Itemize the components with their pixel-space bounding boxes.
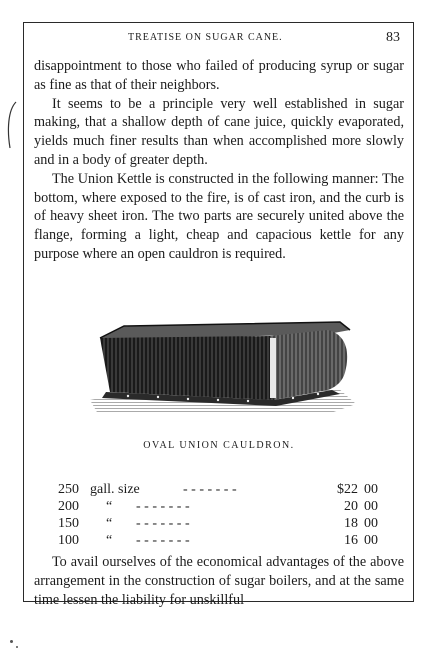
body-text-bottom: [34, 553, 404, 609]
price-row-leaders: - - - - - - -: [136, 499, 190, 514]
print-speck: [10, 640, 13, 643]
price-row-size: 200: [58, 499, 79, 514]
price-row-cents: 00: [364, 516, 378, 531]
price-row: [58, 499, 388, 516]
price-row-unit: “: [106, 516, 113, 531]
price-row-leaders: - - - - - - -: [136, 516, 190, 531]
price-row-unit: gall. size: [90, 482, 140, 497]
price-row-size: 150: [58, 516, 79, 531]
price-row-dollars: 16: [344, 533, 358, 548]
print-speck: [16, 646, 18, 648]
cauldron-illustration: [88, 308, 358, 418]
running-title: TREATISE ON SUGAR CANE.: [128, 32, 283, 43]
paragraph-continuation: disappointment to those who failed of producing syrup or sugar as fine as that of their neighbors.: [34, 58, 404, 93]
paragraph-union-kettle: The Union Kettle is constructed in the following manner: The bottom, where exposed to the fire, is of cast iron, and the curb is of heavy sheet iron. The two parts are securely united above the flange, forming a light, cheap and capacious kettle for any purpose where an open cauldron is required.: [34, 170, 404, 262]
price-row: [58, 516, 388, 533]
figure-caption: OVAL UNION CAULDRON.: [143, 440, 295, 451]
price-row-unit: “: [106, 499, 113, 514]
price-list: [58, 482, 388, 550]
paragraph-shallow-depth: It seems to be a principle very well established in sugar making, that a shallow depth of cane juice, quickly evaporated, yields much finer results than when accomplished more slowly and in a body of greater depth.: [34, 95, 404, 168]
price-row-unit: “: [106, 533, 113, 548]
body-text-top: [34, 57, 404, 264]
price-row-dollars: 18: [344, 516, 358, 531]
price-row-dollars: $22: [337, 482, 358, 497]
paragraph-economical-advantages: To avail ourselves of the economical advantages of the above arrangement in the construction of sugar boilers, and at the same time lessen the liability for unskillful: [34, 554, 404, 608]
price-row-size: 250: [58, 482, 79, 497]
price-row-cents: 00: [364, 499, 378, 514]
price-row-cents: 00: [364, 482, 378, 497]
price-row-leaders: - - - - - - -: [136, 533, 190, 548]
price-row-dollars: 20: [344, 499, 358, 514]
running-head: [0, 32, 438, 48]
price-row-leaders: - - - - - - -: [183, 482, 237, 497]
margin-bracket-mark: [4, 100, 18, 150]
price-row: [58, 533, 388, 550]
price-row: [58, 482, 388, 499]
price-row-size: 100: [58, 533, 79, 548]
price-row-cents: 00: [364, 533, 378, 548]
page-number: 83: [386, 30, 400, 45]
